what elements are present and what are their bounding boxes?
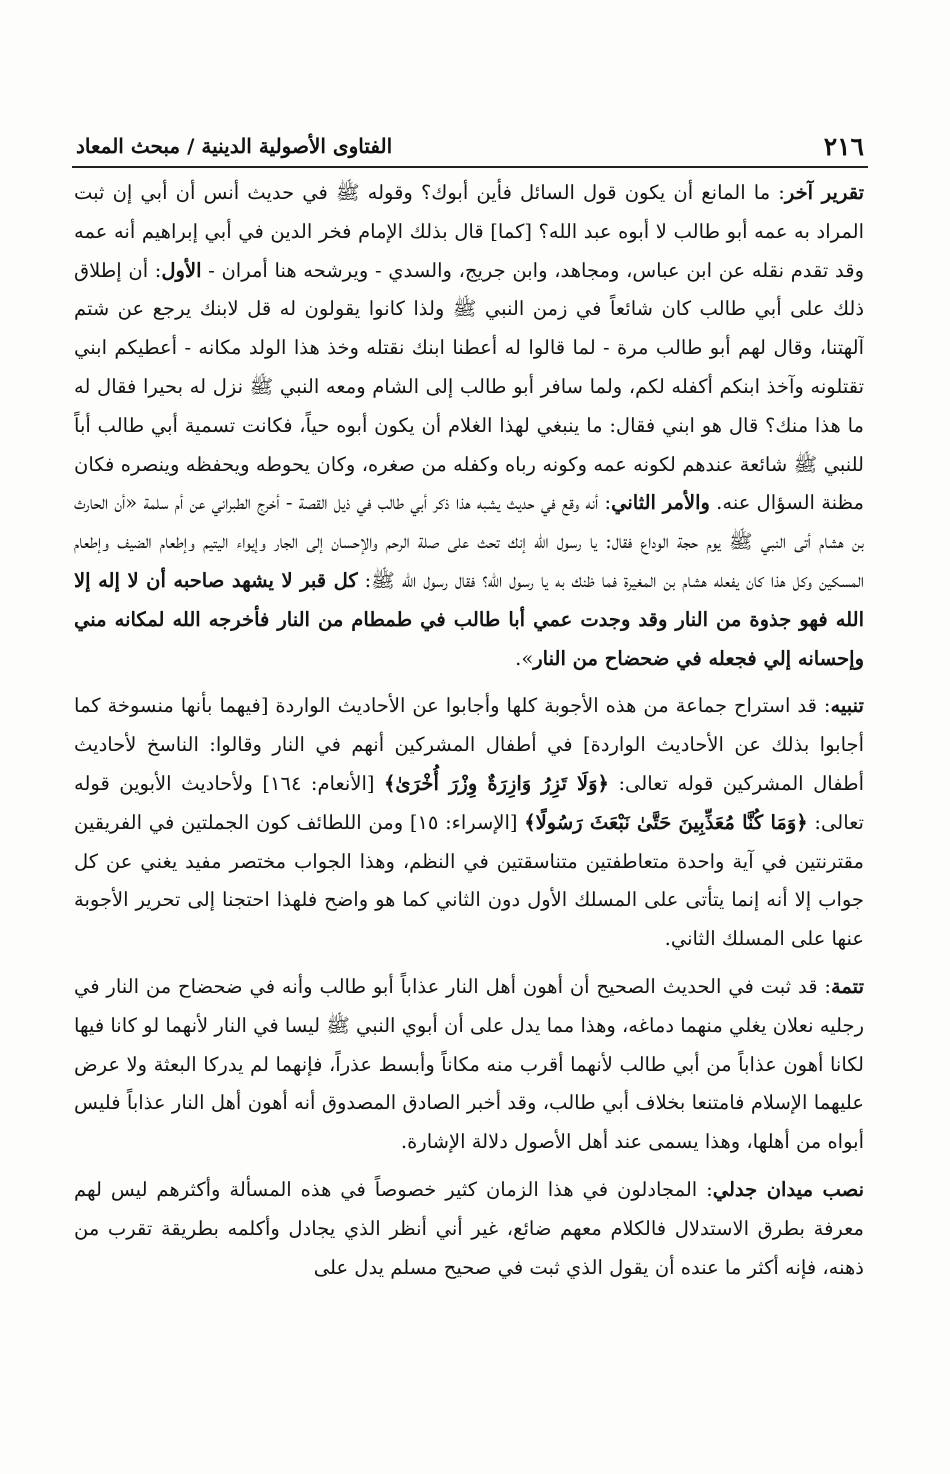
paragraph-nasb-maydan [74,1171,864,1287]
inline-heading-second: والأمر الثاني [611,491,710,515]
page-body [74,174,864,1464]
page-number: ٢١٦ [823,132,864,161]
paragraph-lead: تتمة [830,974,864,998]
paragraph-text: : قد استراح جماعة من هذه الأجوبة كلها وأجابوا عن الأحاديث الواردة [فيهما بأنها منسوخة كما أجابوا بذلك عن الأحاديث الواردة] في أطفال المشركين أنهم في النار وقالوا: الناسخ لأحاديث أطفال المشركين قوله تعالى: [74,694,864,795]
paragraph-taqrir [74,174,864,678]
quran-verse: ﴿وَلَا تَزِرُ وَازِرَةٌ وِزْرَ أُخْرَىٰ﴾ [383,771,609,795]
paragraph-text: : أن إطلاق ذلك على أبي طالب كان شائعاً في زمن النبي ﷺ ولذا كانوا يقولون له قل لابنك يرجع عن شتم آلهتنا، وقال لهم أبو طالب مرة - لما قالوا له أعطنا ابنك نقتله وخذ هذا الولد مكانه - أعطيكم ابني تقتلونه وآخذ ابنكم أكفله لكم، ولما سافر أبو طالب إلى الشام ومعه النبي ﷺ نزل له بحيرا فقال له ما هذا منك؟ قال هو ابني فقال: ما ينبغي لهذا الغلام أن يكون أبوه حياً، فكانت تسمية أبي طالب أباً للنبي ﷺ شائعة عندهم لكونه عمه وكونه رباه وكفله من صغره، وكان يحوطه ويحفظه وينصره فكان مظنة السؤال عنه. [74,258,864,515]
paragraph-text: : المجادلون في هذا الزمان كثير خصوصاً في هذه المسألة وأكثرهم ليس لهم معرفة بطرق الاستدلال فالكلام معهم ضائع، غير أني أنظر الذي يجادل وأكلمه بطريقة تقرب من ذهنه، فإنه أكثر ما عنده أن يقول الذي ثبت في صحيح مسلم يدل على [74,1177,864,1279]
paragraph-lead: تنبيه [830,694,864,718]
hadith-quote: كل قبر لا يشهد صاحبه أن لا إله إلا الله فهو جذوة من النار وقد وجدت عمي أبا طالب في طمطام من النار فأخرجه الله لمكانه مني وإحسانه إلي فجعله في ضحضاح من النار [74,568,864,670]
paragraph-text: [الإسراء: ١٥] ومن اللطائف كون الجملتين في الفريقين مقترنتين في آية واحدة متعاطفتين متناسقتين في النظم، وهذا الجواب مختصر مفيد يغني عن كل جواب إلا أنه إنما يتأتى على المسلك الأول دون الثاني كما هو واضح فلهذا احتجنا إلى تحرير الأجوبة عنها على المسلك الثاني. [74,810,864,951]
paragraph-lead: نصب ميدان جدلي [712,1177,864,1201]
paragraph-text: : أنه وقع في حديث يشبه هذا ذكر أبي طالب في ذيل القصة - أخرج الطبراني عن أم سلمة «أن الحارث بن هشام أتى النبي ﷺ يوم حجة الوداع فقال: يا رسول الله إنك تحث على صلة الرحم والإحسان إلى الجار وإيواء اليتيم وإطعام الضيف وإطعام المسكين وكل هذا كان يفعله هشام بن المغيرة فما ظنك به يا رسول الله؟ فقال رسول الله ﷺ: [74,491,864,592]
paragraph-text: : قد ثبت في الحديث الصحيح أن أهون أهل النار عذاباً أبو طالب وأنه في ضحضاح من النار في رجليه نعلان يغلي منهما دماغه، وهذا مما يدل على أن أبوي النبي ﷺ ليسا في النار لأنهما لو كانا فيها لكانا أهون عذاباً من أبي طالب لأنهما أقرب منه مكاناً وأبسط عذراً، فإنهما لم يدركا البعثة ولا عرض عليهما الإسلام فامتنعا بخلاف أبي طالب، وقد أخبر الصادق المصدوق أنه أهون أهل النار عذاباً فليس أبواه من أهلها، وهذا يسمى عند أهل الأصول دلالة الإشارة. [74,974,864,1154]
paragraph-tanbih [74,687,864,959]
verse-reference: [الأنعام: ١٦٤] ولأحاديث الأبوين قوله تعالى: [74,771,864,834]
quote-close: ». [515,646,534,670]
paragraph-tatimma [74,968,864,1162]
running-title: الفتاوى الأصولية الدينية / مبحث المعاد [76,134,393,158]
page-header [72,128,864,168]
quran-verse: ﴿وَمَا كُنَّا مُعَذِّبِينَ حَتَّىٰ نَبْعَثَ رَسُولًا﴾ [524,810,808,834]
header-divider [72,166,868,168]
inline-heading-first: الأول [161,258,202,282]
paragraph-text: : ما المانع أن يكون قول السائل فأين أبوك؟ وقوله ﷺ في حديث أنس أن أبي إن ثبت المراد به عمه أبو طالب لا أبوه عبد الله؟ [كما] قال بذلك الإمام فخر الدين في أبي إبراهيم أنه عمه وقد تقدم نقله عن ابن عباس، ومجاهد، وابن جريج، والسدي - ويرشحه هنا أمران - [74,181,864,282]
paragraph-lead: تقرير آخر [784,181,864,204]
